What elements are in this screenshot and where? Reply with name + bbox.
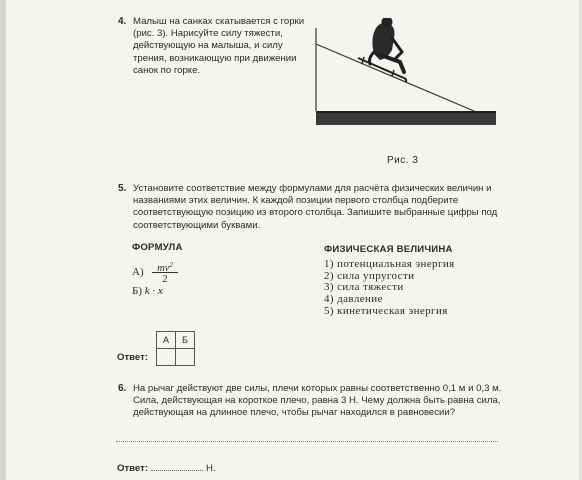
formula-a-fraction: [152, 259, 178, 286]
solution-line[interactable]: [116, 441, 498, 442]
formula-b-label: Б): [132, 285, 142, 297]
answer-blank[interactable]: [151, 462, 203, 471]
answer-grid: [156, 331, 195, 366]
sled-slope-figure: [312, 18, 496, 133]
quantity-item: 3) сила тяжести: [324, 281, 404, 294]
question-5-answer-label: Ответ:: [117, 352, 149, 363]
formula-b-expression: k · x: [144, 285, 163, 297]
question-4-text: Малыш на санках скатывается с горки (рис. 3). Нарисуйте силу тяжести, действующую на малыша, и силу трения, возникающую при движении санок по горке.: [133, 16, 305, 76]
question-5-text: Установите соответствие между формулами для расчёта физических величин и названиями этих величин. К каждой позиции первого столбца подберите соответствующую позицию из второго столбца. Запишите выбранные цифры под соответствующими буквами.: [133, 183, 498, 231]
quantity-list: [324, 259, 455, 318]
grid-header-b: Б: [176, 332, 195, 349]
formula-a-numerator: [152, 259, 178, 274]
question-6-answer-label: Ответ:: [117, 463, 149, 474]
grid-answer-a-cell[interactable]: [157, 349, 176, 366]
quantity-item: 1) потенциальная энергия: [324, 258, 455, 270]
quantity-column-header: ФИЗИЧЕСКАЯ ВЕЛИЧИНА: [324, 244, 453, 255]
formula-a-label: А): [132, 266, 144, 278]
grid-answer-b-cell[interactable]: [176, 349, 195, 366]
formula-a: [132, 259, 252, 287]
question-6-number: 6.: [118, 383, 127, 394]
page-gutter: [0, 0, 6, 480]
numerator-power: 2: [169, 261, 173, 269]
question-4-number: 4.: [118, 16, 127, 27]
formula-column-header: ФОРМУЛА: [132, 242, 183, 253]
quantity-item: 4) давление: [324, 293, 383, 306]
quantity-item: 2) сила упругости: [324, 269, 415, 282]
formula-b: [132, 285, 163, 297]
sled-slope-drawing: [312, 18, 496, 133]
quantity-item: 5) кинетическая энергия: [324, 304, 448, 317]
question-6-answer: [117, 462, 216, 474]
numerator-text: mv: [157, 263, 170, 274]
figure-caption: Рис. 3: [387, 155, 419, 166]
formula-a-denominator: 2: [162, 274, 168, 285]
question-6-text: На рычаг действуют две силы, плечи которых равны соответственно 0,1 м и 0,3 м. Сила, действующая на короткое плечо, равна 3 Н. Чему должна быть равна сила, действующая на длинное плечо, чтобы рычаг находился в равновесии?: [133, 383, 502, 419]
answer-unit: Н.: [206, 463, 216, 474]
question-5-number: 5.: [118, 183, 127, 194]
grid-header-a: А: [157, 332, 176, 349]
